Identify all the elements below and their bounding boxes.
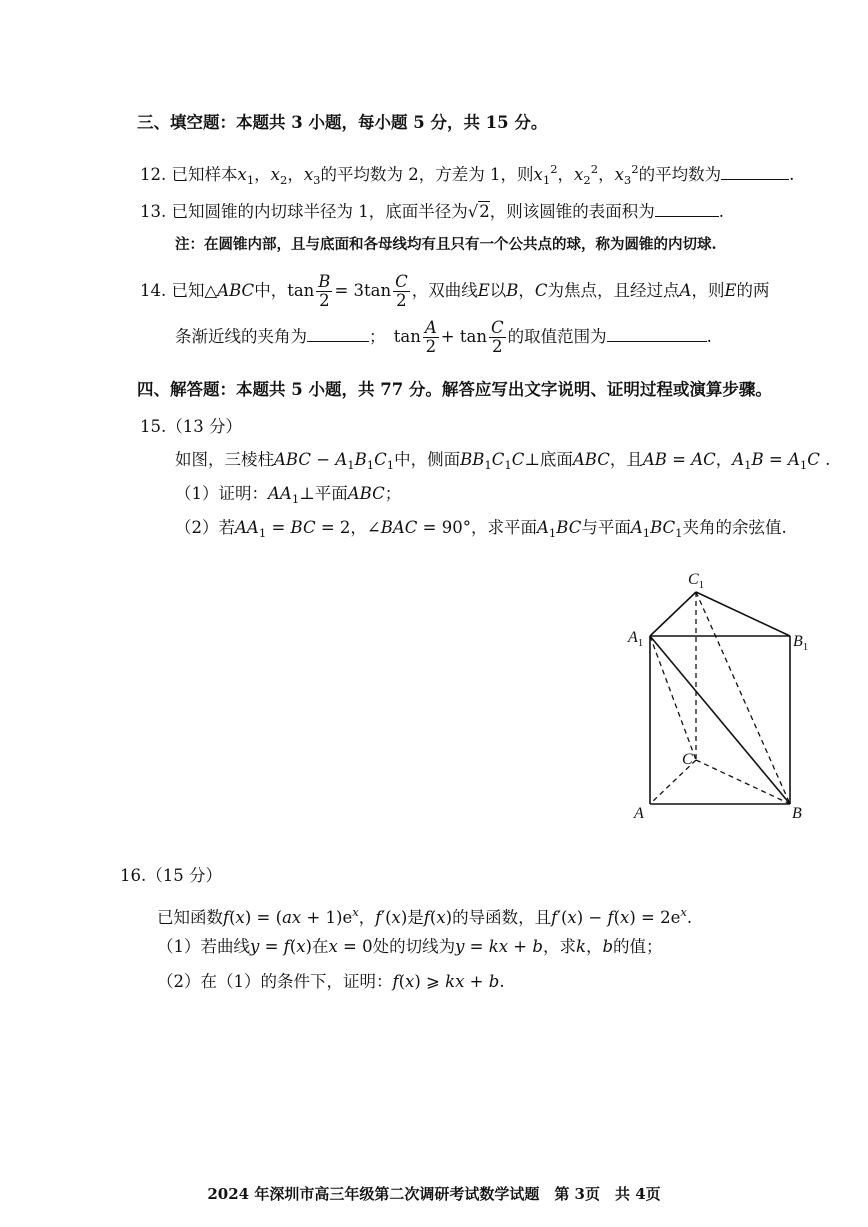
q16-part-1: （1）若曲线y = f(x)在x = 0处的切线为y = kx + b，求k，b的值；: [157, 937, 663, 956]
edge-c1-b: [696, 592, 790, 804]
q14-answer-blank-2[interactable]: [607, 324, 707, 342]
q14-line2-text-b: ；: [369, 327, 378, 346]
q14-text-1: 已知△: [171, 281, 218, 300]
q14-text-3: ，双曲线: [411, 281, 478, 300]
q16-stem-b: ，: [358, 908, 376, 927]
q16-part1-a: （1）若曲线: [157, 937, 250, 956]
q12-answer-blank[interactable]: [721, 162, 789, 180]
q15-part-2: （2）若$AA_1$ = BC = 2，∠BAC = 90°，求平面$A_1BC$与平面$A_1BC_1$夹角的余弦值.: [175, 518, 787, 540]
q16-stem-end: .: [686, 908, 693, 927]
edge-c1-b1: [696, 592, 790, 636]
q16-number: 16.（15 分）: [120, 866, 222, 885]
q16-part-2: （2）在（1）的条件下，证明：f(x) ⩾ kx + b.: [157, 972, 505, 991]
q15-stem-c: ⊥底面: [524, 450, 573, 469]
q16-part1-b: 在: [311, 937, 329, 956]
prism-figure: [620, 560, 820, 825]
q15-part2-d: 与平面: [581, 518, 631, 537]
q15-part2-c: ，求平面: [470, 518, 537, 537]
q13-note: 注：在圆锥内部，且与底面和各母线均有且只有一个公共点的球，称为圆锥的内切球.: [175, 236, 717, 253]
q16-stem-a: 已知函数: [157, 908, 223, 927]
q15-stem-a: 如图，三棱柱: [175, 450, 274, 469]
label-b1: $B_1$: [793, 633, 809, 653]
q14-line2-text-c: 的取值范围为: [507, 327, 607, 346]
q15-number: 15.（13 分）: [140, 417, 242, 436]
section-3-heading: 三、填空题：本题共 3 小题，每小题 5 分，共 15 分。: [137, 113, 548, 132]
q12-text-2: 的平均数为 2，方差为 1，则: [320, 165, 534, 184]
page-footer: 2024 年深圳市高三年级第二次调研考试数学试题 第 3页 共 4页: [207, 1185, 661, 1203]
q15-stem-d: ，且: [609, 450, 643, 469]
q15-part2-b: ，: [350, 518, 367, 537]
q14-text-2: 中，: [254, 281, 288, 300]
q14-text-4: 以: [489, 281, 507, 300]
label-a: A: [634, 805, 644, 822]
label-c: C: [682, 751, 693, 768]
q15-part1-a: （1）证明：: [175, 484, 268, 503]
q14-text-6: 为焦点，且经过点: [547, 281, 680, 300]
edge-a1-c1: [650, 592, 696, 636]
q15-stem: 如图，三棱柱ABC − $A_1B_1C_1$中，侧面$BB_1C_1C\perp$底面ABC，且AB = AC，$A_1B = A_1C$ .: [175, 450, 831, 472]
q13-end: .: [718, 202, 725, 221]
q14-line2-text-a: 条渐近线的夹角为: [175, 327, 307, 346]
q15-part1-end: ；: [384, 484, 402, 503]
q14-text-5: ，: [518, 281, 535, 300]
q13-answer-blank[interactable]: [655, 199, 719, 217]
question-14-line-2: 条渐近线的夹角为 ； tan $\frac{A}{2}$ + tan $\frac{C}{2}$ 的取值范围为 .: [175, 318, 712, 356]
q16-part1-f: 的值；: [613, 937, 663, 956]
q13-text-1: 已知圆锥的内切球半径为 1，底面半径为: [171, 202, 468, 221]
q14-text-7: ，则: [691, 281, 725, 300]
q15-stem-b: 中，侧面: [394, 450, 461, 469]
q16-part2-a: （2）在（1）的条件下，证明：: [157, 972, 393, 991]
q16-part1-d: ，求: [542, 937, 576, 956]
edge-c-b: [696, 760, 790, 804]
q15-part1-b: ⊥平面: [299, 484, 348, 503]
q15-part2-a: （2）若: [175, 518, 235, 537]
q14-end: .: [706, 327, 712, 346]
q16-stem-d: 的导函数，且: [452, 908, 552, 927]
question-12: 12. 已知样本$x_1$，$x_2$，$x_3$的平均数为 2，方差为 1，则$x_1^2$，$x_2^2$，$x_3^2$的平均数为 .: [140, 162, 795, 187]
edge-a1-c: [650, 636, 696, 760]
q12-end: .: [789, 165, 795, 184]
q13-number: 13.: [140, 202, 167, 221]
q14-number: 14.: [140, 281, 167, 300]
label-b: B: [792, 805, 802, 822]
q16-stem-c: 是: [407, 908, 424, 927]
edge-a1-b: [650, 636, 790, 804]
q14-answer-blank-1[interactable]: [307, 324, 369, 342]
q15-part2-e: 夹角的余弦值.: [682, 518, 787, 537]
section-4-heading: 四、解答题：本题共 5 小题，共 77 分。解答应写出文字说明、证明过程或演算步骤。: [137, 380, 772, 399]
q14-text-8: 的两: [736, 281, 770, 300]
question-13: 13. 已知圆锥的内切球半径为 1，底面半径为√2，则该圆锥的表面积为 .: [140, 199, 724, 224]
q16-part1-e: ，: [585, 937, 603, 956]
question-14: 14. 已知△ABC中，tan $\frac{B}{2}$ = 3tan $\frac{C}{2}$ ，双曲线E以B，C为焦点，且经过点A，则E的两: [140, 272, 770, 310]
q16-part1-c: 处的切线为: [372, 937, 456, 956]
q12-number: 12.: [140, 165, 167, 184]
q15-stem-e: ，: [715, 450, 733, 469]
q16-part2-end: .: [499, 972, 505, 991]
label-a1: $A_1$: [628, 629, 644, 649]
q16-stem: 已知函数$f(x) = (ax + 1)e^x$，f′(x)是f(x)的导函数，且$f'(x) - f(x) = 2e^x$.: [157, 905, 693, 927]
q15-part-1: （1）证明：$AA_1\perp$平面ABC；: [175, 484, 402, 506]
label-c1: $C_1$: [688, 571, 705, 591]
q12-text-3: 的平均数为: [638, 165, 722, 184]
q12-text-1: 已知样本: [171, 165, 238, 184]
q13-text-2: ，则该圆锥的表面积为: [489, 202, 655, 221]
